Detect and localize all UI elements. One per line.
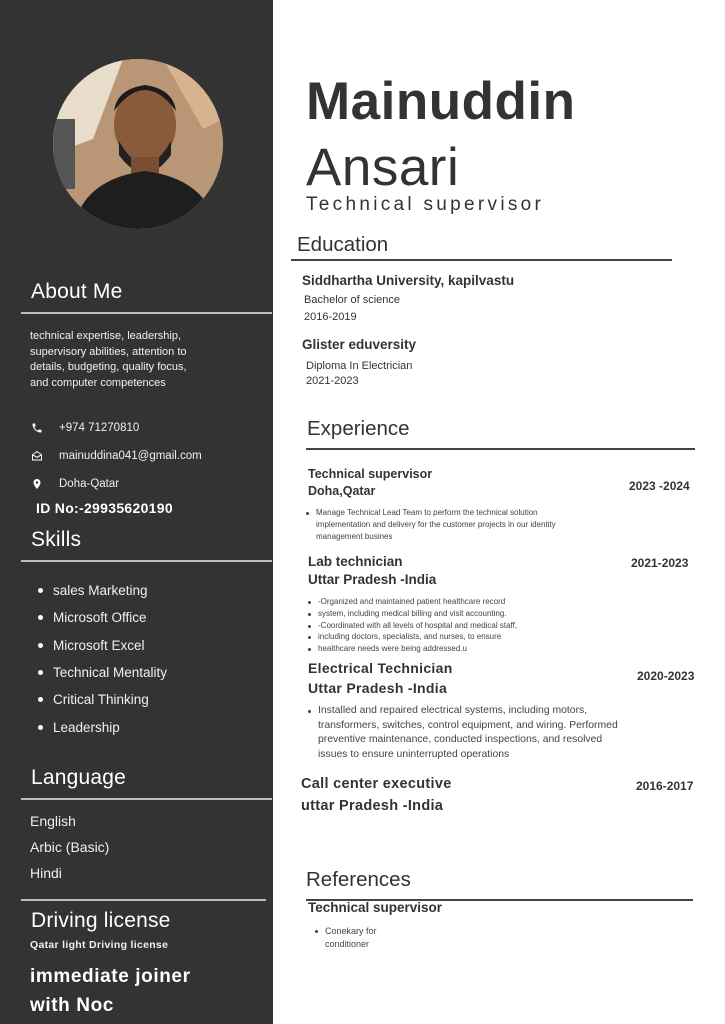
degree: Bachelor of science [304,294,400,306]
duty-item [306,507,646,542]
skills-divider [21,560,272,562]
reference-line: conditioner [325,939,370,949]
job-title: Lab technician [308,554,403,569]
duty-line: preventive maintenance, conducted inspections, and resolved [318,734,603,746]
job-years: 2020-2023 [637,669,695,683]
job-duties [308,704,688,762]
duty-item: system, including medical billing and visit accounting. [308,608,608,620]
location-pin-icon [30,477,44,491]
about-divider [21,312,272,314]
duty-line: Manage Technical Lead Team to perform the technical solution [316,508,538,517]
driving-divider [21,899,266,901]
experience-heading: Experience [307,417,410,440]
experience-divider [306,448,695,450]
duty-item: including doctors, specialists, and nurses, to ensure [308,631,608,643]
edu-years: 2021-2023 [306,375,359,387]
duty-line: management busines [316,531,393,541]
job-years: 2023 -2024 [629,479,690,493]
job-title: Technical supervisor [308,467,433,481]
duty-line: issues to ensure uninterrupted operations [318,748,510,760]
about-line: details, budgeting, quality focus, [30,361,187,373]
job-location: uttar Pradesh -India [301,798,444,814]
references-heading: References [306,868,411,891]
duty-line: Installed and repaired electrical systems, including motors, [318,705,588,716]
duty-item [308,704,688,762]
job-role: Technical supervisor [306,194,545,215]
job-duties [306,507,646,542]
language-divider [21,798,272,800]
job-location: Uttar Pradesh -India [308,680,448,696]
skill-item: Technical Mentality [30,659,167,686]
reference-title: Technical supervisor [308,900,443,915]
degree: Diploma In Electrician [306,360,413,372]
driving-heading: Driving license [31,909,171,932]
language-item: English [30,813,76,829]
skill-item: Microsoft Excel [30,632,167,659]
job-location: Doha,Qatar [308,484,376,498]
last-name: Ansari [306,138,460,197]
about-text [30,329,245,391]
education-divider [291,259,672,261]
phone-icon [30,421,44,435]
availability-line: immediate joiner [30,966,191,987]
reference-line: Conekary for [325,926,377,936]
school-name: Glister eduversity [302,337,417,352]
profile-photo [53,59,223,229]
skills-list [30,577,167,741]
about-line: and computer competences [30,376,166,389]
school-name: Siddhartha University, kapilvastu [302,273,515,288]
job-duties [308,596,608,655]
id-number: ID No:-29935620190 [36,500,173,516]
job-years: 2021-2023 [631,556,689,570]
sidebar [0,0,273,1024]
about-line: technical expertise, leadership, [30,330,182,342]
location-text: Doha-Qatar [59,478,120,490]
skill-item: Microsoft Office [30,604,167,631]
reference-item [315,925,435,951]
contact-phone [30,421,139,435]
availability-line: with Noc [30,995,114,1016]
duty-item: -Organized and maintained patient healthcare record [308,596,608,608]
duty-item: -Coordinated with all levels of hospital and medical staff, [308,620,608,632]
skill-item: Critical Thinking [30,686,167,713]
driving-detail: Qatar light Driving license [30,939,169,951]
duty-item: healthcare needs were being addressed.u [308,643,608,655]
job-location: Uttar Pradesh -India [308,572,437,587]
about-heading: About Me [31,280,123,303]
language-list [30,813,109,891]
contact-email [30,449,202,463]
duty-line: transformers, switches, control equipment, and wiring. Performed [318,719,618,731]
email-address[interactable]: mainuddina041@gmail.com [59,450,202,462]
edu-years: 2016-2019 [304,311,357,323]
first-name: Mainuddin [306,72,576,131]
education-heading: Education [297,233,389,256]
envelope-open-icon [30,449,44,463]
skill-item: Leadership [30,713,167,740]
duty-line: implementation and delivery for the customer projects in our identity [316,519,556,529]
about-line: supervisory abilities, attention to [30,345,187,358]
availability-note [30,962,265,1020]
job-title: Electrical Technician [308,660,453,676]
job-years: 2016-2017 [636,779,694,793]
language-heading: Language [31,766,127,789]
language-item: Arbic (Basic) [30,839,110,855]
contact-location [30,477,119,491]
phone-number[interactable]: +974 71270810 [59,422,140,434]
skills-heading: Skills [31,528,82,551]
skill-item: sales Marketing [30,577,167,604]
reference-details [315,925,435,951]
job-title: Call center executive [301,776,452,792]
language-item: Hindi [30,865,62,881]
